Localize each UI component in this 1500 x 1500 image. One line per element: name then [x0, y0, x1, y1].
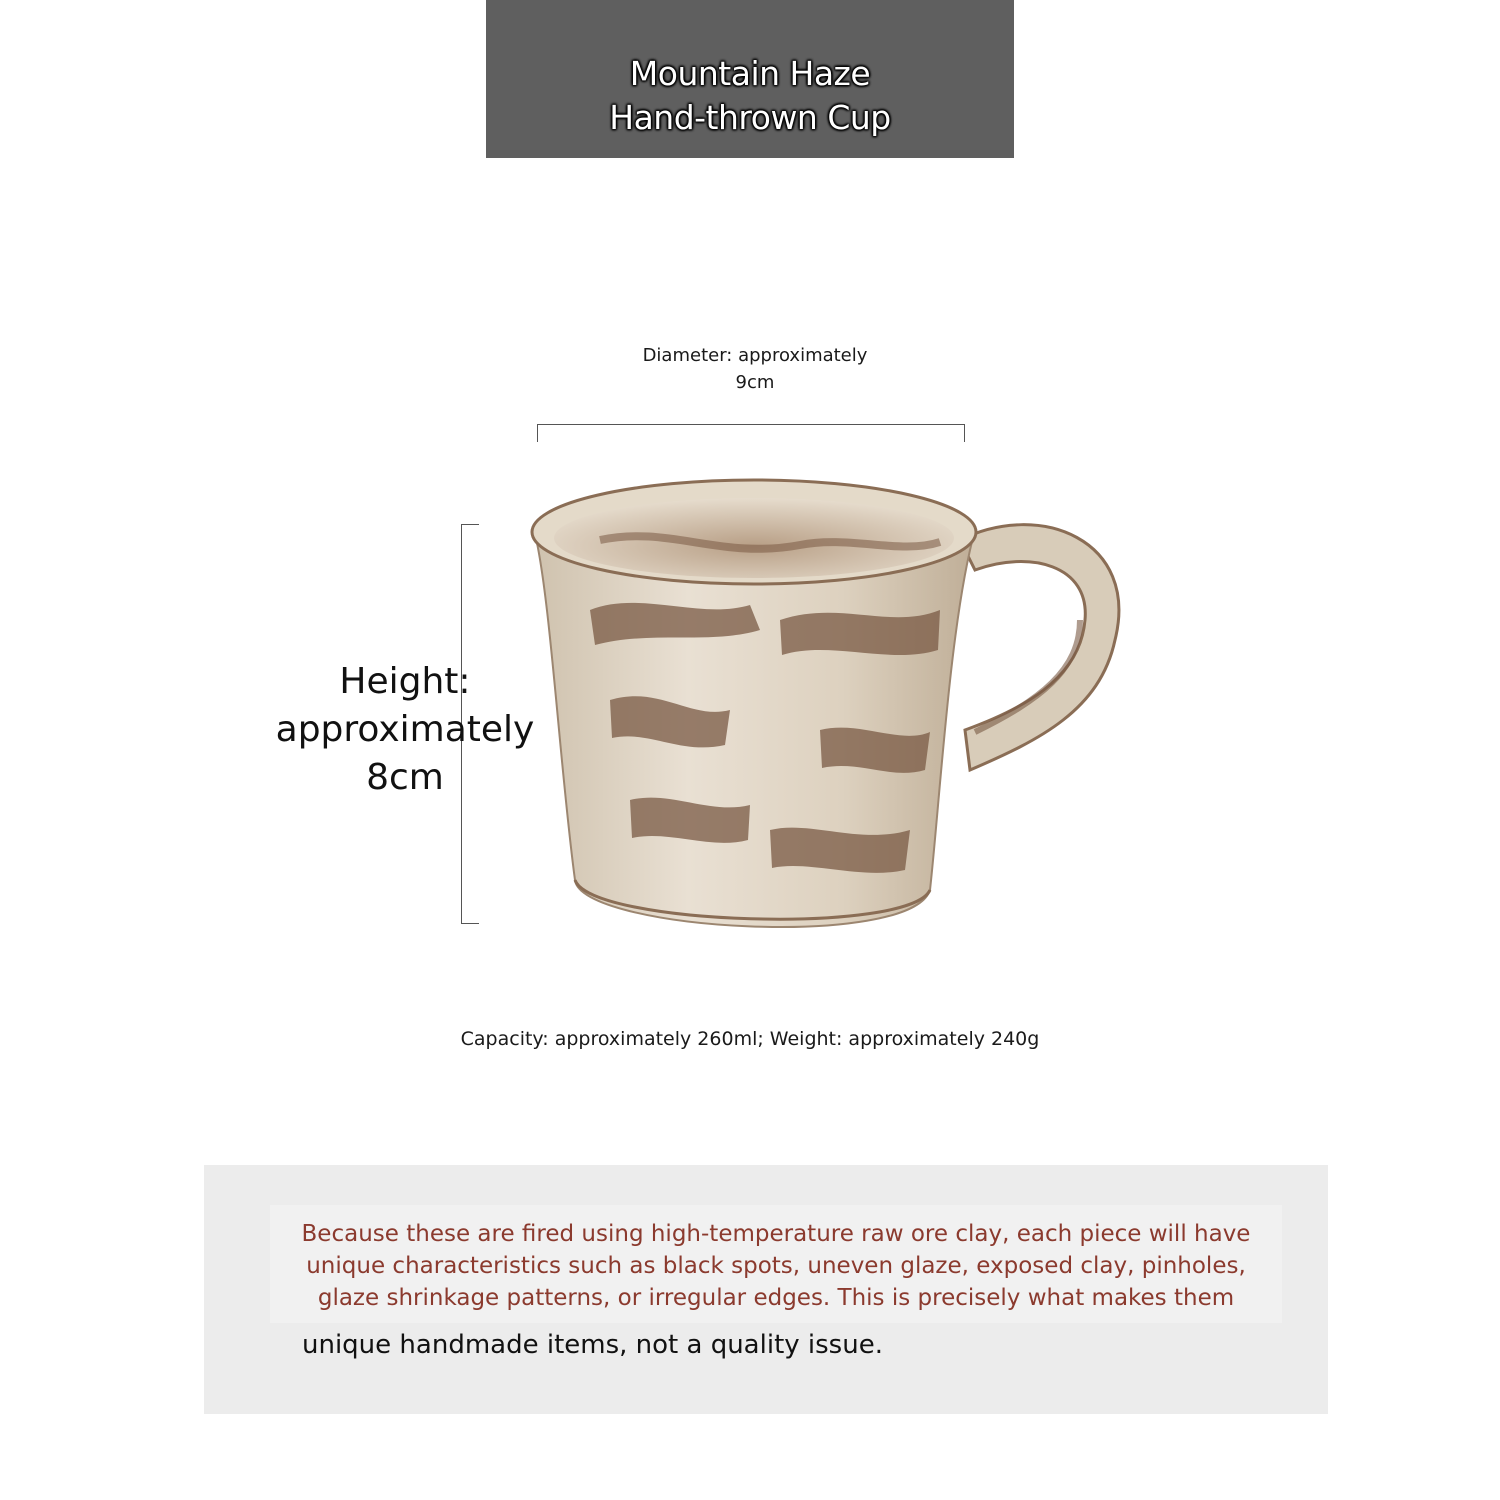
capacity-weight-specs: Capacity: approximately 260ml; Weight: approximately 240g — [460, 1028, 1040, 1050]
diameter-label-line2: 9cm — [735, 372, 775, 393]
product-title: Mountain Haze — [629, 54, 871, 93]
product-subtitle: Hand-thrown Cup — [609, 98, 891, 137]
height-tick-top — [461, 524, 479, 525]
height-label-line3: 8cm — [366, 757, 444, 798]
handmade-notice-tail: unique handmade items, not a quality issue. — [302, 1330, 883, 1360]
height-label-line1: Height: — [339, 661, 471, 702]
diameter-measure-line — [537, 424, 965, 425]
title-banner — [486, 0, 1014, 158]
height-label — [270, 658, 540, 802]
height-label-line2: approximately — [275, 709, 535, 750]
mug-body — [534, 530, 975, 927]
diameter-label — [600, 342, 910, 396]
diameter-tick-left — [537, 424, 538, 442]
mug-handle — [960, 525, 1119, 770]
height-tick-bottom — [461, 923, 479, 924]
mug-image — [520, 470, 1130, 950]
handmade-notice-text: Because these are fired using high-temperature raw ore clay, each piece will have unique characteristics such as black spots, uneven glaze, exposed clay, pinholes, glaze shrinkage patterns, or irregular edges. This is precisely what makes them — [301, 1221, 1251, 1311]
diameter-tick-right — [964, 424, 965, 442]
diameter-label-line1: Diameter: approximately — [642, 345, 868, 366]
